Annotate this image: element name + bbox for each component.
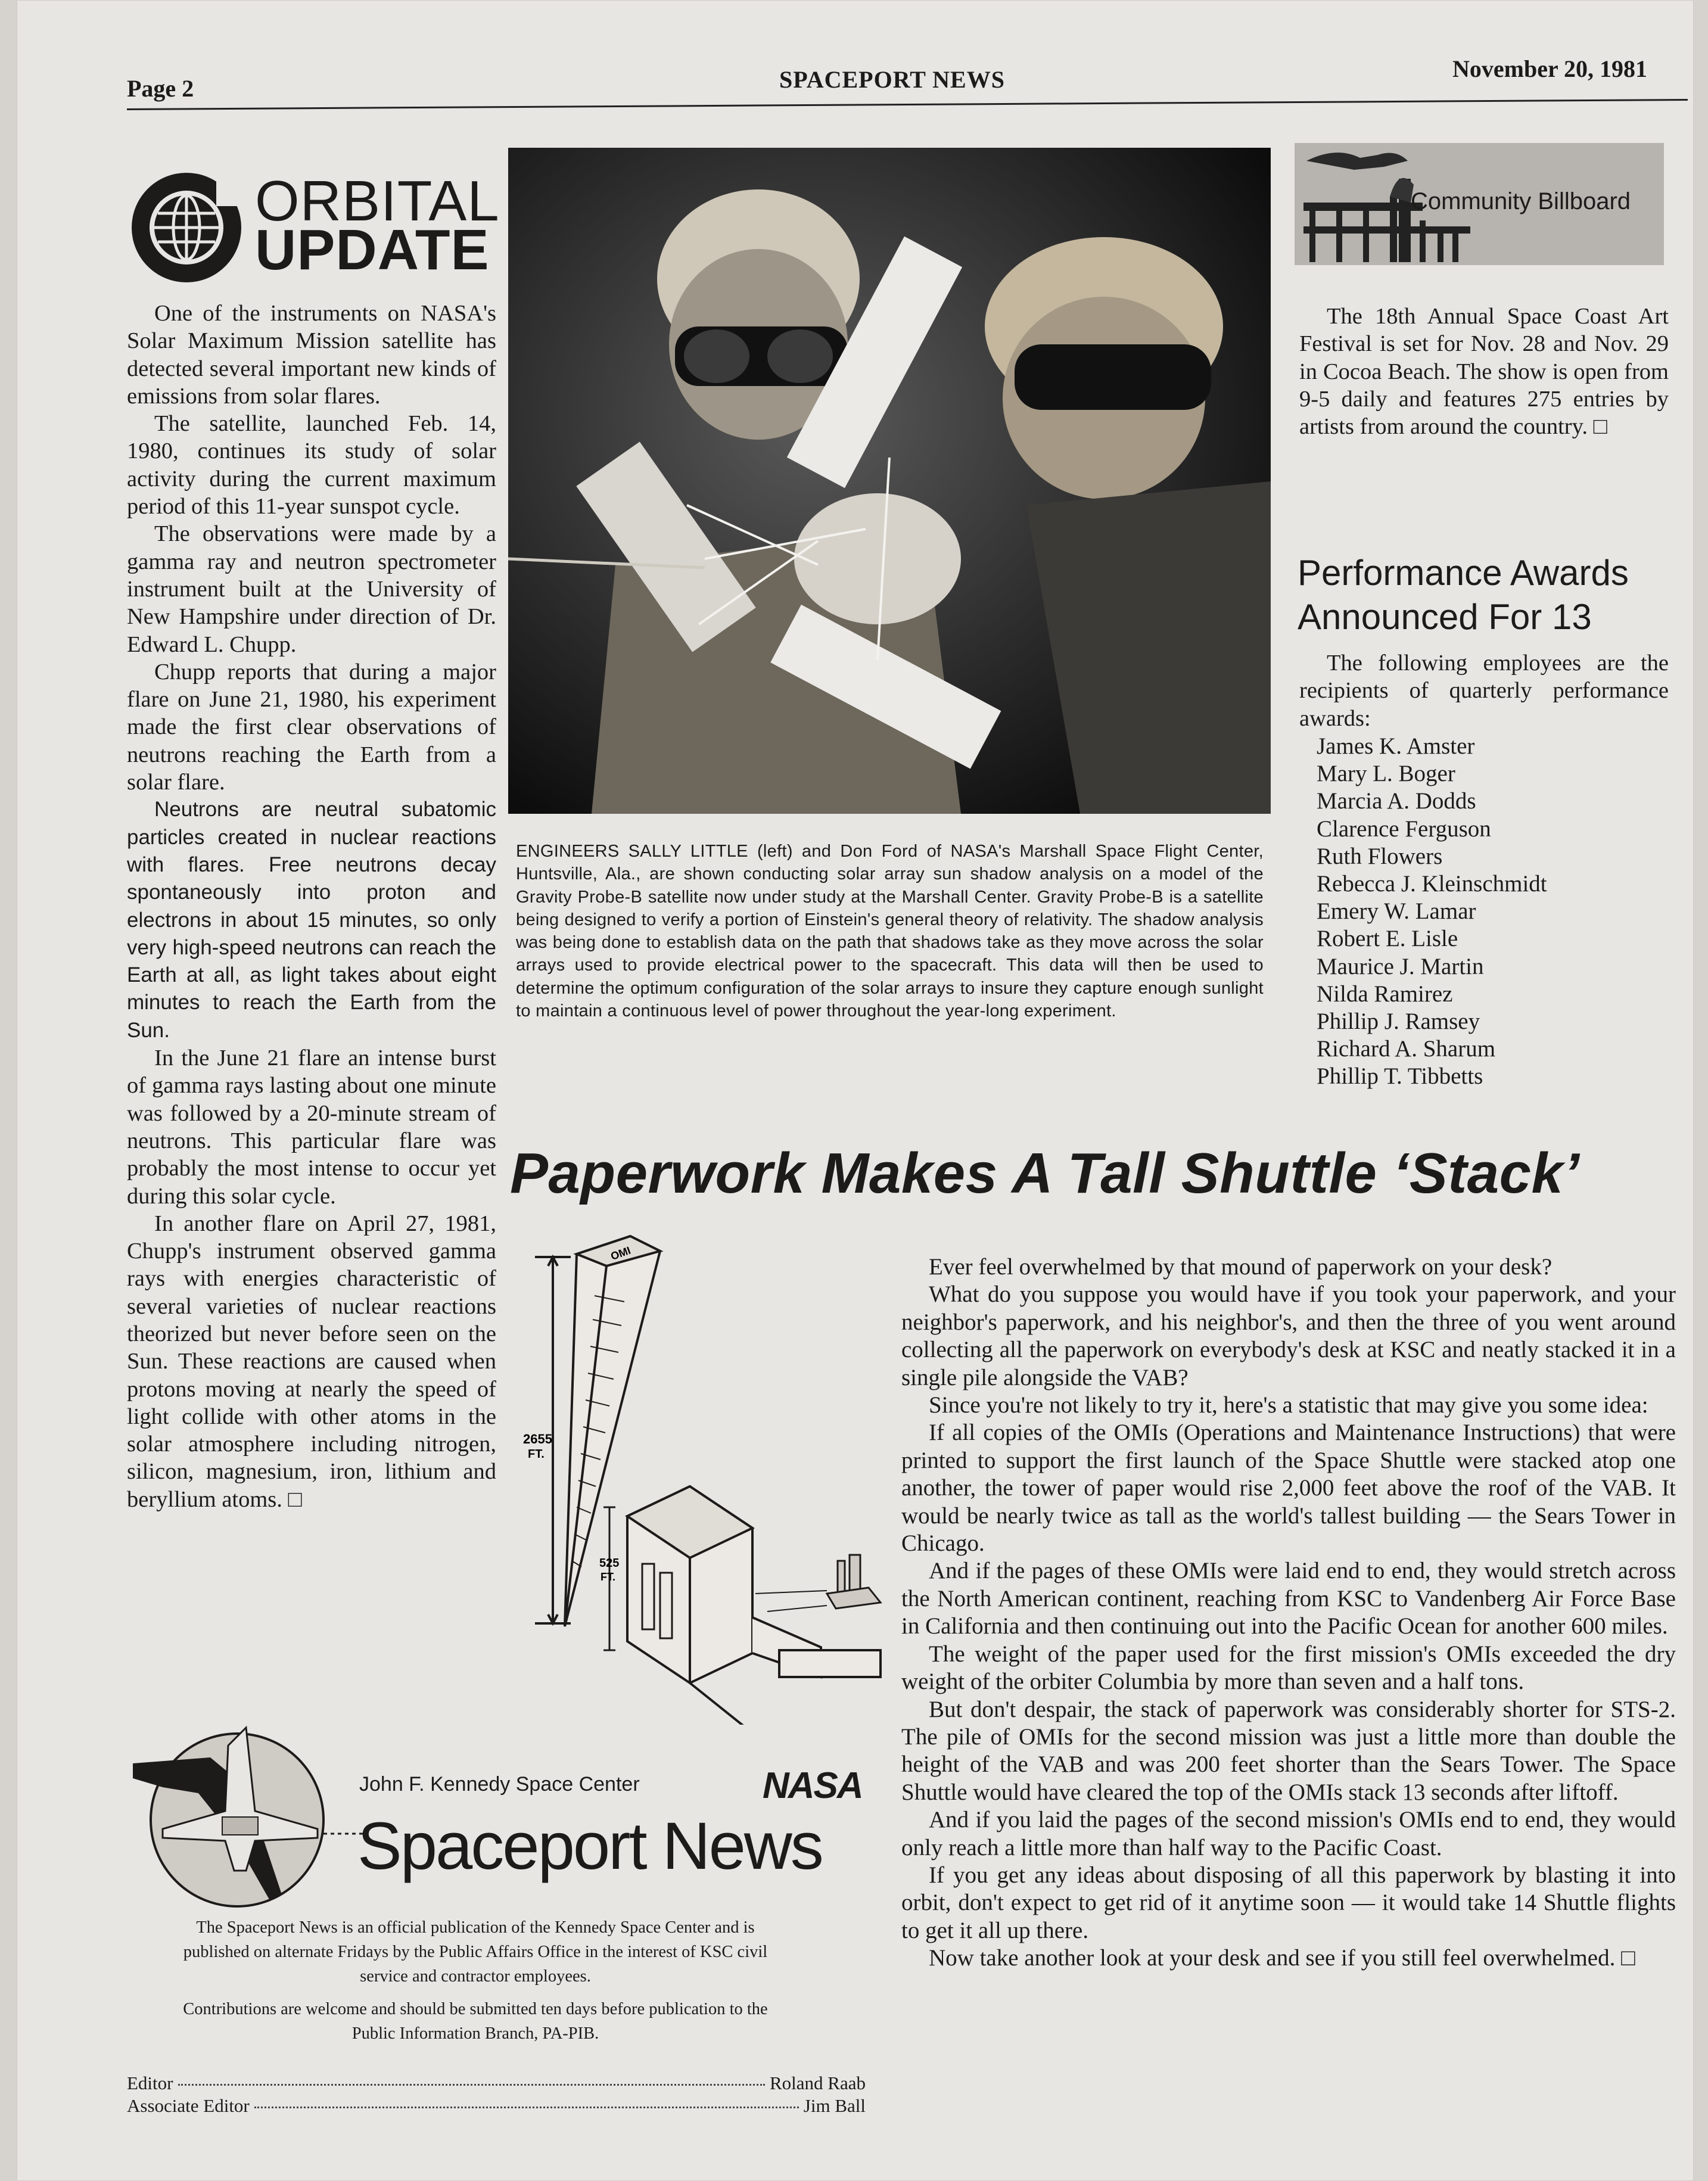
engineers-photo [508, 148, 1271, 814]
list-item: Nilda Ramirez [1317, 981, 1453, 1007]
list-item: Rebecca J. Kleinschmidt [1317, 871, 1547, 897]
editor-label: Editor [127, 2073, 173, 2093]
perf-title-line1: Performance Awards [1298, 553, 1629, 593]
article-paragraph: If all copies of the OMIs (Operations and Maintenance Instructions) that were printed to support the first launch of the Space Shuttle were stacked atop one another, the tower of paper would rise 2,000 feet above the roof of the VAB. It would be nearly twice as tall as the world's tallest building — the Sears Tower in Chicago. [901, 1420, 1676, 1557]
list-item: Phillip T. Tibbetts [1317, 1063, 1483, 1090]
masthead-title: Spaceport News [357, 1809, 822, 1883]
list-item: James K. Amster [1317, 733, 1475, 759]
perf-title-line2: Announced For 13 [1298, 597, 1592, 637]
list-item: Richard A. Sharum [1317, 1036, 1496, 1062]
article-paragraph: And if the pages of these OMIs were laid end to end, they would stretch across the North American continent, reaching from KSC to Vandenberg Air Force Base in California and then continuing out into the Pacific Ocean for another 600 miles. [901, 1558, 1676, 1639]
article-paragraph: And if you laid the pages of the second mission's OMIs end to end, they would only reach a little more than half way to the Pacific Coast. [901, 1807, 1676, 1860]
performance-awards-title [1298, 551, 1629, 639]
tall-height-label: 2655 [523, 1432, 552, 1446]
leader-dots [178, 2084, 766, 2086]
issue-date: November 20, 1981 [1452, 55, 1647, 82]
orbital-logo-line1: ORBITAL [255, 169, 500, 233]
page-number: Page 2 [127, 75, 194, 102]
orbital-update-article [127, 300, 496, 1513]
article-paragraph: In another flare on April 27, 1981, Chupp's instrument observed gamma rays with energies characteristic of several varieties of nuclear reactions theorized but never before seen on the Sun. These reactions are caused when protons moving at nearly the speed of light collide with other atoms in the solar atmosphere including nitrogen, silicon, magnesium, iron, lithium and beryllium atoms. □ [127, 1211, 496, 1512]
leader-dots [254, 2107, 799, 2108]
publication-info: The Spaceport News is an official publication of the Kennedy Space Center and is published on alternate Fridays by the Public Affairs Office in the interest of KSC civil service and contractor employees. [183, 1918, 768, 1986]
vab-unit-label: FT. [601, 1571, 615, 1583]
article-paragraph: Neutrons are neutral subatomic particles created in nuclear reactions with flares. Free neutrons decay spontaneously into proton and electrons in about 15 minutes, so only very high-speed neutrons can reach the Earth at all, as light takes about eight minutes to reach the Earth from the Sun. [127, 798, 496, 1042]
list-item: Emery W. Lamar [1317, 898, 1476, 925]
article-paragraph: Chupp reports that during a major flare on June 21, 1980, his experiment made the first clear observations of neutrons reaching the Earth from a solar flare. [127, 659, 496, 795]
list-item: Marcia A. Dodds [1317, 788, 1476, 814]
omi-stack-vab-diagram [511, 1230, 898, 1725]
article-paragraph: In the June 21 flare an intense burst of gamma rays lasting about one minute was followed by a 20-minute stream of neutrons. This particular flare was probably the most intense to occur yet during this solar cycle. [127, 1046, 496, 1209]
paper-stack-diagram [511, 1230, 898, 1725]
stack-label: OMI [609, 1244, 633, 1263]
editor-name: Roland Raab [770, 2073, 866, 2093]
paperwork-headline: Paperwork Makes A Tall Shuttle ‘Stack’ [510, 1141, 1580, 1205]
nasa-logo: NASA [763, 1765, 863, 1806]
awardee-list [1317, 733, 1547, 1091]
article-paragraph: What do you suppose you would have if you took your paperwork, and your neighbor's paperwork, and his neighbor's, and then the three of you went around collecting all the paperwork on everybody's desk at KSC and neatly stacked it in a single pile alongside the VAB? [901, 1281, 1676, 1390]
article-paragraph: The satellite, launched Feb. 14, 1980, continues its study of solar activity during the current maximum period of this 11-year sunspot cycle. [127, 411, 496, 519]
contributions-info: Contributions are welcome and should be submitted ten days before publication to the Public Information Branch, PA-PIB. [183, 2000, 768, 2043]
florida-shuttle-emblem [127, 1722, 365, 1912]
associate-editor-label: Associate Editor [127, 2095, 250, 2116]
satellite-model-photo [508, 148, 1271, 814]
orbital-logo-line2: UPDATE [255, 218, 490, 282]
list-item: Mary L. Boger [1317, 761, 1455, 787]
list-item: Maurice J. Martin [1317, 953, 1484, 979]
masthead-center-name: John F. Kennedy Space Center [359, 1773, 640, 1796]
performance-intro [1299, 649, 1669, 732]
tall-unit-label: FT. [528, 1448, 545, 1461]
list-item: Clarence Ferguson [1317, 816, 1491, 842]
article-paragraph: The weight of the paper used for the first mission's OMIs exceeded the dry weight of the orbiter Columbia by more than seven and a half tons. [901, 1641, 1676, 1695]
masthead-info [178, 1915, 773, 2054]
vab-height-label: 525 [599, 1557, 620, 1570]
article-paragraph: One of the instruments on NASA's Solar Maximum Mission satellite has detected several important new kinds of emissions from solar flares. [127, 301, 496, 409]
billboard-label: Community Billboard [1411, 188, 1631, 214]
header-rule [127, 99, 1688, 110]
editor-row [127, 2072, 866, 2095]
perf-intro-text: The following employees are the recipients of quarterly performance awards: [1299, 651, 1669, 731]
list-item: Phillip J. Ramsey [1317, 1009, 1480, 1035]
publication-name: SPACEPORT NEWS [779, 66, 1005, 93]
globe-icon [127, 168, 249, 287]
associate-editor-name: Jim Ball [803, 2095, 866, 2116]
article-paragraph: Ever feel overwhelmed by that mound of paperwork on your desk? [929, 1254, 1553, 1280]
billboard-text: The 18th Annual Space Coast Art Festival is set for Nov. 28 and Nov. 29 in Cocoa Beach. The show is open from 9-5 daily and features 275 entries by artists from around the country. □ [1299, 304, 1669, 440]
article-paragraph: Now take another look at your desk and see if you still feel overwhelmed. □ [929, 1945, 1635, 1971]
article-paragraph: The observations were made by a gamma ray and neutron spectrometer instrument built at the University of New Hampshire under direction of Dr. Edward L. Chupp. [127, 521, 496, 657]
newspaper-page [17, 0, 1694, 2181]
photo-caption: ENGINEERS SALLY LITTLE (left) and Don Ford of NASA's Marshall Space Flight Center, Huntsville, Ala., are shown conducting solar array sun shadow analysis on a model of the Gravity Probe-B satellite now under study at the Marshall Center. Gravity Probe-B is a satellite being designed to verify a portion of Einstein's general theory of relativity. The shadow analysis was being done to establish data on the path that shadows take as they move across the solar arrays used to provide electrical power to the spacecraft. This data will then be used to determine the optimum configuration of the solar arrays to insure they capture enough sunlight to maintain a continuous level of power throughout the year-long experiment. [516, 842, 1264, 1021]
paperwork-article [901, 1253, 1676, 1972]
billboard-article [1299, 303, 1669, 440]
article-paragraph: Since you're not likely to try it, here's a statistic that may give you some idea: [929, 1392, 1648, 1418]
article-paragraph: If you get any ideas about disposing of all this paperwork by blasting it into orbit, don't expect to get rid of it anytime soon — it would take 14 Shuttle flights to get it all up there. [901, 1862, 1676, 1943]
list-item: Robert E. Lisle [1317, 926, 1458, 952]
article-paragraph: But don't despair, the stack of paperwork was considerably shorter for STS-2. The pile of OMIs for the second mission was just a little more than double the height of the VAB and was 200 feet shorter than the Sears Tower. The Space Shuttle would have cleared the top of the OMIs stack 13 seconds after liftoff. [901, 1696, 1676, 1805]
editor-credits [127, 2072, 866, 2117]
associate-editor-row [127, 2095, 866, 2117]
list-item: Ruth Flowers [1317, 843, 1443, 869]
